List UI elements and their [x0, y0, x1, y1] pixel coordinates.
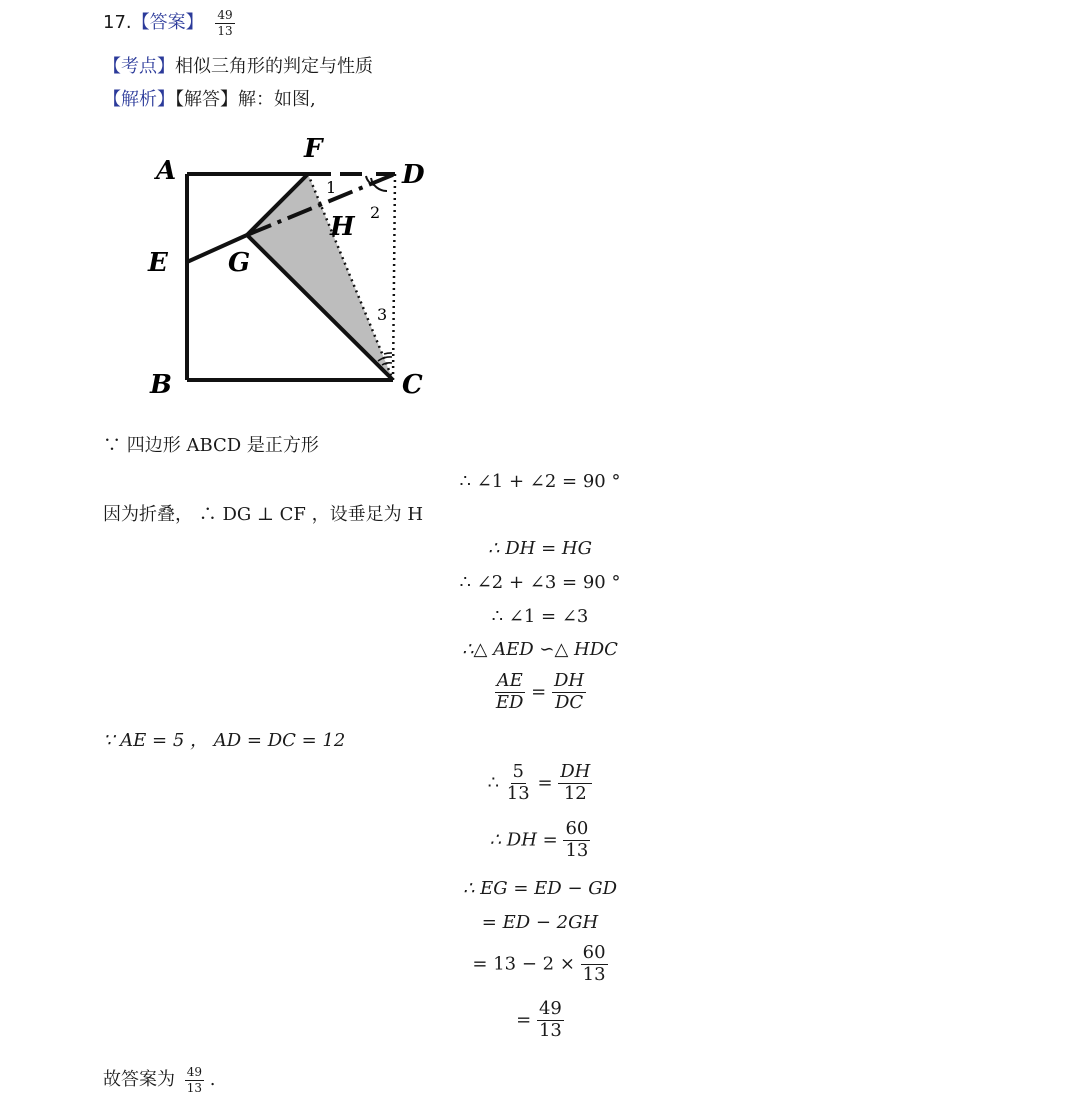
label-e: E — [148, 248, 168, 278]
angle-label-1: 1 — [326, 178, 337, 197]
answer-fraction — [215, 9, 234, 37]
answer-num: 49 — [217, 8, 233, 22]
kaodian-line — [103, 55, 373, 79]
line-7: ∴△ AED ∽△ HDC — [462, 639, 618, 660]
line-11-prefix: ∴ DH = — [489, 829, 558, 851]
question-number: 17. — [103, 12, 132, 34]
jiexi-tag: 【解析】 — [103, 89, 175, 110]
frac-num: DH — [560, 761, 591, 782]
fraction-5-13 — [505, 763, 532, 804]
line-4: ∴ DH = HG — [488, 538, 592, 559]
fraction-dh-12 — [558, 763, 592, 804]
label-h: H — [330, 212, 355, 242]
label-a: A — [156, 156, 177, 186]
fraction-49-13 — [537, 1000, 564, 1041]
angle-arc-c3 — [384, 353, 392, 354]
kaodian-text: 相似三角形的判定与性质 — [175, 56, 373, 77]
line-11 — [0, 820, 1080, 861]
fraction-60-13 — [563, 820, 590, 861]
line-1: ∵ 四边形 ABCD 是正方形 — [103, 435, 319, 456]
line-14 — [0, 944, 1080, 985]
angle-label-3: 3 — [377, 305, 388, 324]
fraction-dh-dc — [552, 672, 586, 713]
jieda-text: 【解答】解：如图, — [175, 89, 316, 110]
line-12: ∴ EG = ED − GD — [462, 878, 618, 899]
line-5: ∴ ∠2 + ∠3 = 90 ° — [459, 572, 621, 593]
final-answer-line — [103, 1066, 215, 1094]
label-d: D — [402, 160, 425, 190]
angle-label-2: 2 — [370, 203, 381, 222]
line-10: ∴ $\frac{5}{13}$ = $\frac{DH}{12}$ — [487, 761, 591, 804]
frac-den: 13 — [506, 782, 530, 804]
frac-num: 60 — [565, 818, 589, 839]
answer-den: 13 — [217, 23, 233, 38]
final-fraction — [185, 1066, 204, 1094]
therefore-symbol: ∴ — [487, 772, 500, 794]
frac-num: 49 — [186, 1065, 203, 1079]
line-15-prefix: = — [516, 1009, 532, 1031]
line-3: 因为折叠， ∴ DG ⊥ CF ，设垂足为 H — [103, 504, 424, 525]
line-6: ∴ ∠1 = ∠3 — [491, 606, 589, 627]
answer-tag: 【答案】 — [131, 12, 204, 34]
frac-den: 13 — [565, 839, 589, 861]
frac-num: 60 — [582, 942, 606, 963]
frac-den: 12 — [563, 782, 587, 804]
line-9: ∵ AE = 5 ， AD = DC = 12 — [103, 730, 346, 751]
label-c: C — [402, 370, 423, 400]
fraction-60-13-b — [581, 944, 608, 985]
jiexi-line — [103, 88, 316, 112]
label-g: G — [228, 248, 251, 278]
line-14-prefix: = 13 − 2 × — [472, 953, 575, 975]
line-15 — [0, 1000, 1080, 1041]
frac-den: 13 — [538, 1019, 562, 1041]
final-prefix: 故答案为 — [103, 1069, 175, 1091]
label-f: F — [304, 134, 323, 164]
line-2: ∴ ∠1 + ∠2 = 90 ° — [459, 471, 621, 492]
frac-den: 13 — [582, 963, 606, 985]
kaodian-tag: 【考点】 — [103, 56, 175, 77]
frac-num: 49 — [538, 998, 562, 1019]
answer-line — [103, 9, 235, 37]
fraction-ae-ed — [494, 672, 526, 713]
frac-num: 5 — [512, 761, 524, 782]
segment-dc — [393, 174, 395, 380]
frac-den: 13 — [186, 1080, 203, 1095]
line-13: = ED − 2GH — [481, 912, 599, 933]
frac-num: DH — [553, 670, 585, 691]
final-suffix: . — [209, 1069, 216, 1091]
geometry-figure — [140, 125, 460, 415]
line-8: $\frac{AE}{ED}$ = $\frac{DH}{DC}$ — [495, 670, 585, 713]
frac-den: ED — [495, 691, 524, 713]
frac-num: AE — [496, 670, 523, 691]
label-b: B — [150, 370, 172, 400]
frac-den: DC — [554, 691, 584, 713]
